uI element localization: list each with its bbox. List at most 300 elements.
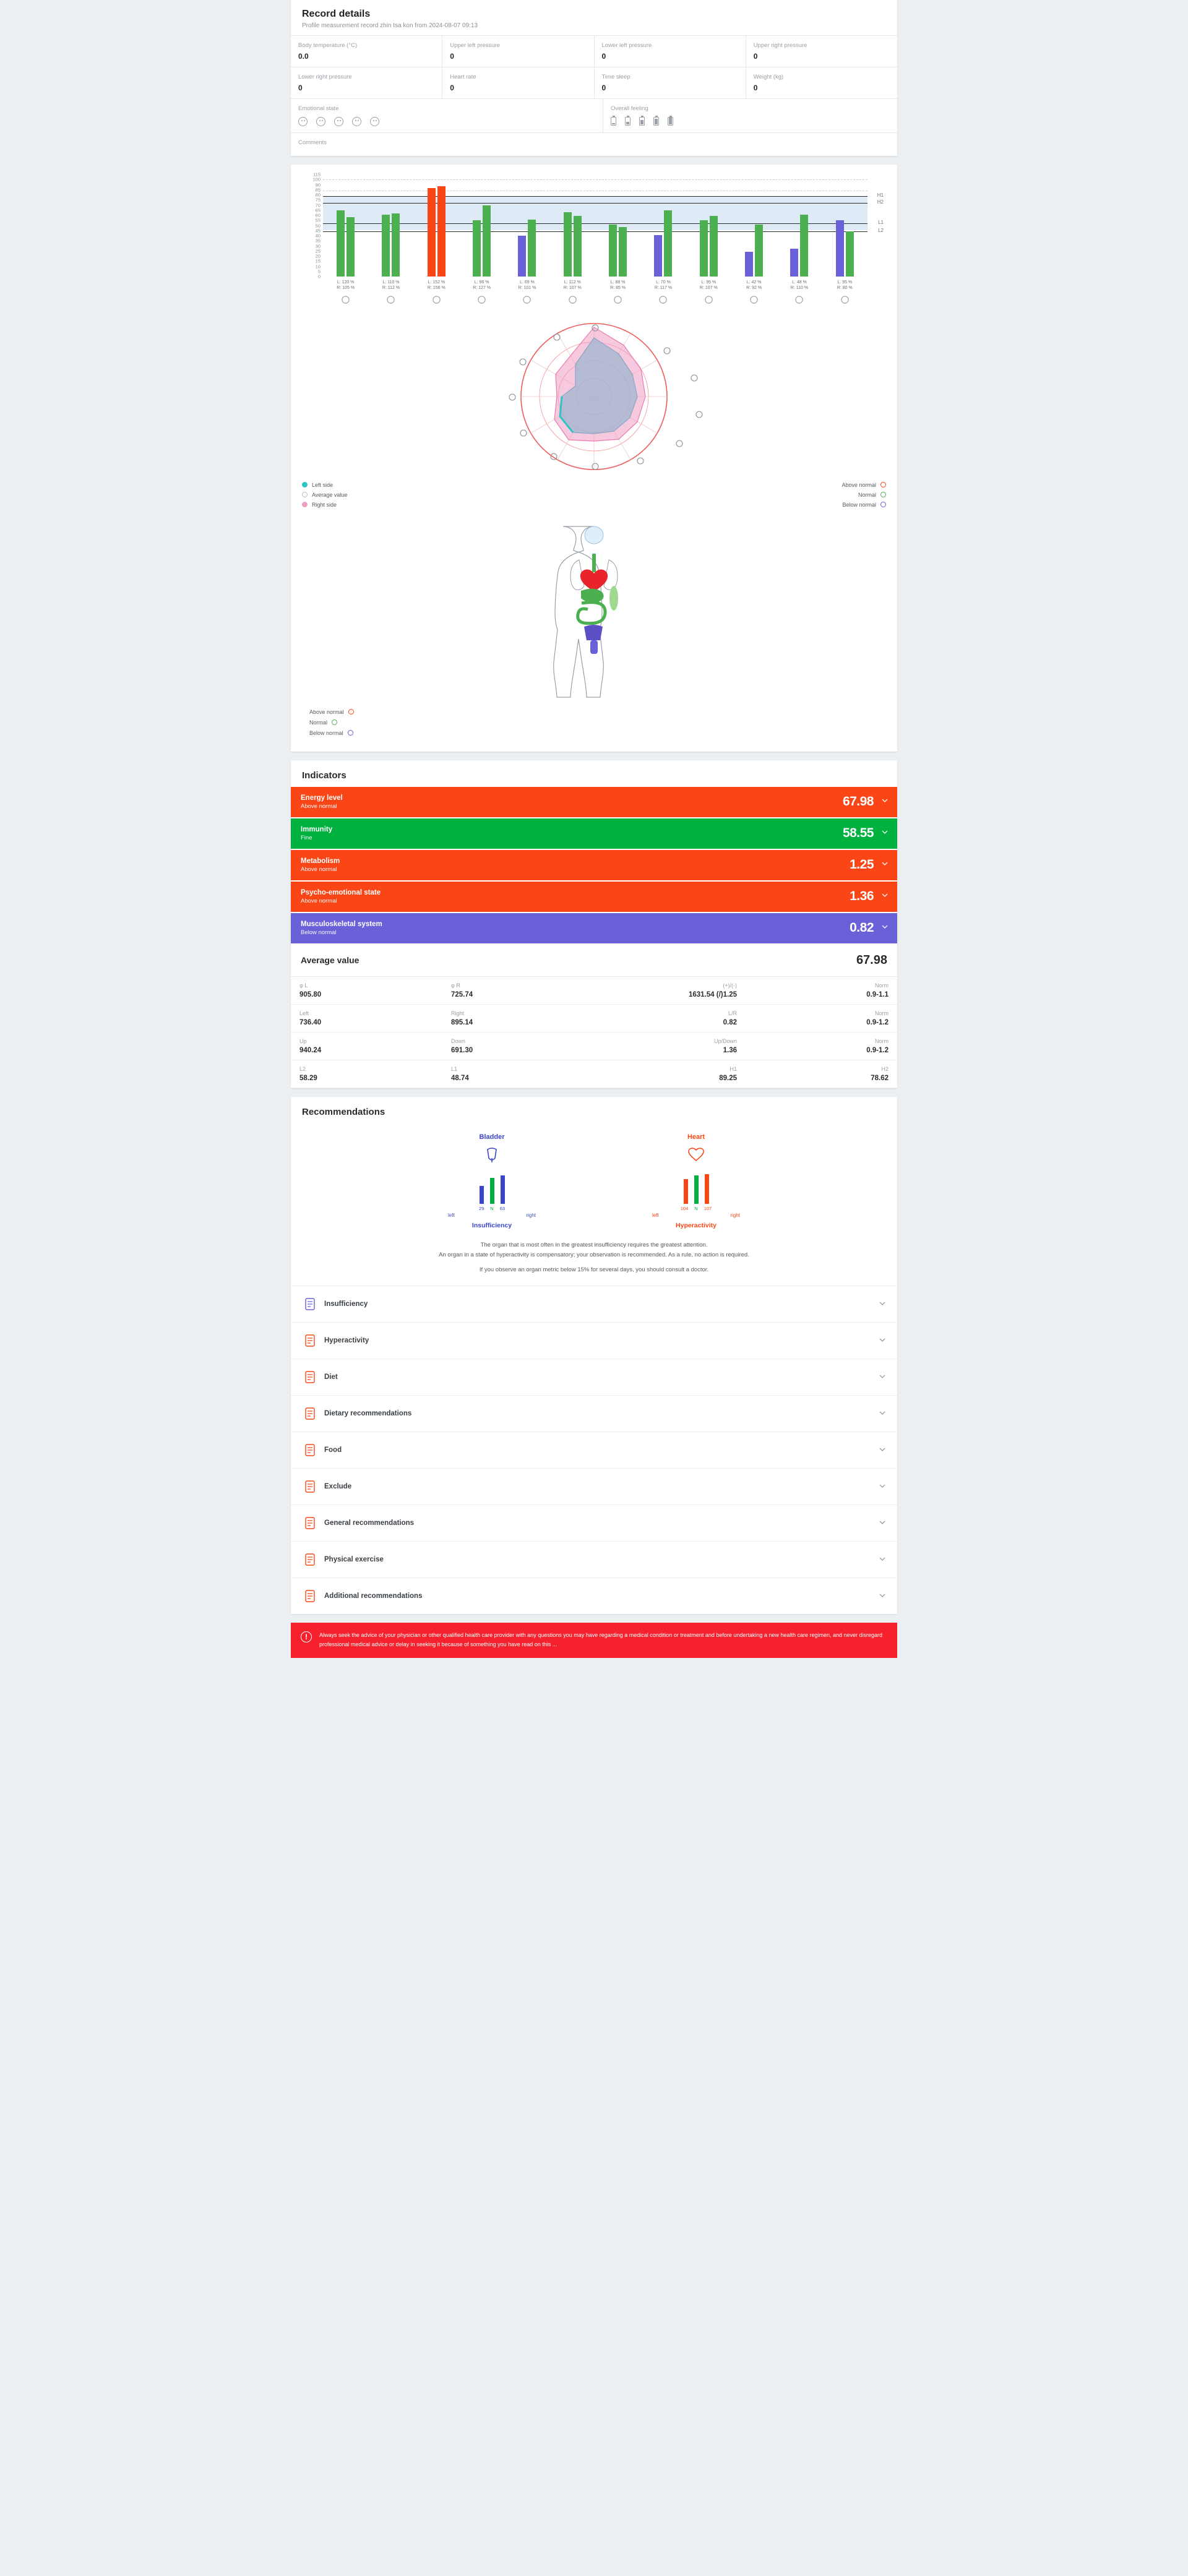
spleen-icon — [609, 586, 618, 611]
bladder-bar-labels — [439, 1206, 544, 1211]
organ-status-tag: Insufficiency — [471, 1221, 512, 1229]
indicator-value: 67.98 — [842, 794, 874, 809]
chevron-down-icon[interactable] — [879, 1519, 886, 1528]
cell-value: 0.9-1.2 — [866, 1046, 889, 1054]
chevron-down-icon[interactable] — [881, 922, 889, 934]
x-axis-label: L: 152 % R: 156 % — [427, 280, 446, 291]
indicator-name: Energy level — [301, 794, 343, 802]
page-title: Record details — [302, 9, 371, 19]
emotional-state-options — [298, 117, 595, 126]
bar-right — [800, 215, 808, 277]
y-tick: 100 — [312, 176, 321, 182]
field-label: Body temperature (°C) — [298, 42, 358, 49]
chevron-down-icon[interactable] — [879, 1409, 886, 1419]
field-value: 0 — [753, 84, 758, 92]
cell-label: Up — [299, 1037, 307, 1044]
cell-value: 0.9-1.2 — [866, 1018, 889, 1026]
recommendation-note — [302, 1240, 886, 1260]
kidney-icon — [520, 430, 527, 436]
accordion-label: General recommendations — [324, 1519, 415, 1527]
table-row — [291, 1060, 897, 1088]
cell-value: 725.74 — [451, 990, 473, 998]
table-cell — [442, 977, 594, 1004]
bar-chart-organ-icons — [323, 295, 867, 308]
legend-status — [842, 482, 886, 512]
indicator-text — [301, 921, 850, 936]
indicator-text — [301, 826, 843, 841]
chevron-down-icon[interactable] — [879, 1373, 886, 1382]
legend-label: Normal — [309, 719, 328, 726]
emoji-very-happy-icon[interactable] — [298, 117, 308, 126]
cell-value: 78.62 — [871, 1074, 889, 1082]
bar-group[interactable] — [777, 215, 822, 277]
indicator-status: Fine — [301, 834, 312, 841]
chevron-down-icon[interactable] — [881, 859, 889, 870]
bar-left — [480, 1186, 484, 1204]
stomach-icon — [696, 411, 702, 418]
radar-chart — [291, 316, 897, 479]
emoji-neutral-icon[interactable] — [334, 117, 343, 126]
ref-label-h2: H2 — [877, 199, 884, 205]
bar-right — [483, 205, 491, 277]
y-tick: 55 — [315, 217, 321, 223]
cell-value: 58.29 — [299, 1074, 317, 1082]
triple-heater-icon — [520, 359, 526, 365]
bar-group[interactable] — [459, 205, 504, 277]
legend-swatch — [332, 719, 337, 725]
bladder-mini-chart — [439, 1167, 544, 1204]
legend-swatch — [880, 482, 886, 487]
legend-item-right-side — [302, 502, 347, 508]
bar-right — [705, 1174, 709, 1204]
field-value: 0 — [601, 84, 606, 92]
accordion-label: Hyperactivity — [324, 1337, 369, 1345]
overall-feeling-group — [603, 99, 897, 132]
bar-right — [574, 216, 582, 277]
indicator-row-psycho-emotional-state[interactable] — [291, 882, 897, 912]
comments-field[interactable] — [291, 132, 897, 156]
organ-card-bladder — [439, 1133, 544, 1229]
indicator-row-metabolism[interactable] — [291, 850, 897, 880]
lung-icon — [664, 348, 670, 354]
x-axis-label: L: 70 % R: 117 % — [654, 280, 673, 291]
indicator-name: Musculoskeletal system — [301, 920, 382, 928]
table-cell — [746, 1060, 897, 1088]
bar-group[interactable] — [368, 213, 413, 277]
field-time-sleep — [595, 67, 746, 98]
indicator-status: Above normal — [301, 897, 337, 904]
cell-label: Left — [299, 1010, 309, 1016]
accordion-additional-recommendations[interactable] — [291, 1578, 897, 1614]
emoji-sad-icon[interactable] — [352, 117, 361, 126]
record-fields-row-2 — [291, 67, 897, 98]
intestine-icon[interactable] — [595, 295, 640, 304]
x-axis-label: L: 96 % R: 127 % — [473, 280, 491, 291]
record-fields-row-1 — [291, 35, 897, 67]
field-value: 0 — [298, 84, 303, 92]
emoji-happy-icon[interactable] — [316, 117, 325, 126]
field-upper-left-pressure — [442, 36, 594, 67]
legend-item-left-side — [302, 482, 347, 488]
cell-label: φ R — [451, 982, 460, 989]
chevron-down-icon[interactable] — [879, 1592, 886, 1601]
x-axis-label: L: 88 % R: 85 % — [610, 280, 626, 291]
chevron-down-icon[interactable] — [881, 796, 889, 807]
bar-left — [382, 215, 390, 277]
spleen-icon[interactable] — [731, 295, 777, 304]
accordion-food[interactable] — [291, 1432, 897, 1468]
indicators-card — [291, 760, 897, 1088]
accordion-exclude[interactable] — [291, 1468, 897, 1505]
body-legend-below-normal — [309, 730, 886, 736]
report-page — [291, 0, 897, 1658]
emotional-feeling-row — [291, 98, 897, 132]
bar-left — [428, 188, 436, 277]
gallbladder-icon[interactable] — [504, 295, 549, 304]
disclaimer-text: Always seek the advice of your physician or other qualified health care provider with any questions you may have regarding a medical condition or treatment and before undertaking a new health care regimen, and never disregard professional medical advice or delay in seeking it because of something you have read on this ... — [319, 1632, 883, 1648]
y-tick: 85 — [315, 187, 321, 193]
accordion-label: Diet — [324, 1373, 338, 1381]
accordion-list — [291, 1286, 897, 1614]
indicator-status: Below normal — [301, 929, 337, 936]
accordion-diet[interactable] — [291, 1359, 897, 1395]
heart-icon — [644, 1146, 749, 1167]
overall-feeling-options — [611, 117, 890, 126]
heart-icon — [637, 458, 644, 464]
bar-group[interactable] — [323, 210, 368, 277]
chevron-down-icon[interactable] — [879, 1555, 886, 1565]
body-map-svg — [520, 522, 668, 701]
accordion-physical-exercise[interactable] — [291, 1541, 897, 1578]
indicator-value: 0.82 — [850, 921, 874, 935]
organ-summary — [302, 1133, 886, 1229]
medical-disclaimer — [291, 1623, 897, 1658]
body-legend-normal — [309, 719, 886, 726]
heart-icon — [302, 1333, 318, 1349]
bar-left — [790, 249, 798, 277]
bar-left — [564, 212, 572, 277]
chevron-down-icon[interactable] — [879, 1300, 886, 1309]
cell-value: 691.30 — [451, 1046, 473, 1054]
bar-group[interactable] — [550, 212, 595, 277]
cell-label: Norm — [875, 1010, 889, 1016]
chevron-down-icon[interactable] — [879, 1482, 886, 1492]
heart-mini-chart — [644, 1167, 749, 1204]
organ-bar-chart — [291, 165, 897, 312]
y-tick: 45 — [315, 228, 321, 234]
recommendations-body — [291, 1123, 897, 1286]
ref-label-l2: L2 — [878, 228, 884, 233]
table-cell — [291, 977, 442, 1004]
bar-right — [346, 217, 355, 277]
legend-swatch — [348, 730, 353, 736]
radar-legend — [291, 479, 897, 522]
bar-right — [619, 227, 627, 277]
field-body-temperature — [291, 36, 442, 67]
bar-group[interactable] — [640, 210, 686, 277]
field-label: Weight (kg) — [753, 74, 784, 80]
ref-label-h1: H1 — [877, 192, 884, 198]
briefcase-icon — [302, 1588, 318, 1604]
x-axis-label: L: 120 % R: 105 % — [337, 280, 355, 291]
cell-value: 736.40 — [299, 1018, 322, 1026]
bar-norm-label: N — [490, 1205, 494, 1211]
cutlery-icon — [302, 1369, 318, 1385]
legend-item-average-value — [302, 492, 347, 498]
indicator-row-energy-level[interactable] — [291, 787, 897, 817]
bar-right-label: 63 — [499, 1205, 506, 1211]
indicator-name: Metabolism — [301, 857, 340, 865]
legend-swatch — [302, 502, 308, 507]
x-axis-label: L: 110 % R: 112 % — [382, 280, 400, 291]
cell-label: L/R — [728, 1010, 737, 1016]
note-line-2: An organ in a state of hyperactivity is compensatory; your observation is recommended. As a rule, no action is required. — [439, 1252, 749, 1259]
accordion-dietary-recommendations[interactable] — [291, 1395, 897, 1432]
indicator-status: Above normal — [301, 802, 337, 810]
bar-chart-x-labels — [323, 280, 867, 291]
indicator-name: Psycho-emotional state — [301, 888, 381, 896]
trachea-icon — [592, 554, 596, 572]
organ-name: Heart — [687, 1133, 705, 1141]
bar-norm — [694, 1175, 699, 1204]
bar-left — [684, 1179, 688, 1204]
cell-value: 89.25 — [719, 1074, 737, 1082]
field-value: 0.0 — [298, 52, 309, 61]
bar-right-label: 107 — [704, 1205, 712, 1211]
cell-value: 1.36 — [723, 1046, 737, 1054]
bar-right — [501, 1175, 505, 1204]
cell-label: Norm — [875, 1037, 889, 1044]
accordion-insufficiency[interactable] — [291, 1286, 897, 1322]
bladder-side-labels — [448, 1213, 536, 1218]
kidney-icon[interactable] — [640, 295, 686, 304]
y-tick: 20 — [315, 253, 321, 259]
bar-left — [836, 220, 844, 277]
bar-group[interactable] — [822, 220, 867, 277]
chevron-down-icon[interactable] — [879, 1446, 886, 1455]
battery-full-icon[interactable] — [668, 117, 673, 126]
y-tick: 90 — [315, 182, 321, 187]
bladder-icon — [302, 1296, 318, 1312]
right-label: right — [526, 1212, 536, 1218]
bar-right — [710, 216, 718, 277]
y-tick: 25 — [315, 248, 321, 254]
field-value: 0 — [601, 52, 606, 61]
cell-label: (+)/(-) — [723, 982, 737, 989]
legend-swatch — [880, 502, 886, 507]
note-line-1: The organ that is most often in the greatest insufficiency requires the greatest attention. — [480, 1241, 708, 1248]
cell-label: Up/Down — [713, 1037, 737, 1044]
average-value-row — [291, 945, 897, 977]
x-axis-label: L: 112 % R: 107 % — [563, 280, 582, 291]
field-heart-rate — [442, 67, 594, 98]
ref-label-l1: L1 — [878, 220, 884, 225]
legend-label: Average value — [312, 491, 348, 498]
bar-group[interactable] — [595, 225, 640, 277]
bar-right — [528, 220, 536, 277]
bar-left — [700, 220, 708, 277]
cell-value: 0.9-1.1 — [866, 990, 889, 998]
bar-left — [518, 236, 526, 277]
pelvis-icon — [590, 640, 598, 654]
cell-value: 895.14 — [451, 1018, 473, 1026]
field-upper-right-pressure — [746, 36, 897, 67]
record-details-card — [291, 0, 897, 156]
cell-label: H2 — [881, 1065, 889, 1072]
organ-card-heart — [644, 1133, 749, 1229]
recommendations-card — [291, 1097, 897, 1614]
bar-group[interactable] — [414, 186, 459, 277]
y-tick: 15 — [315, 258, 321, 264]
bar-group[interactable] — [731, 225, 777, 277]
y-tick: 75 — [315, 197, 321, 203]
bar-norm — [490, 1178, 494, 1204]
note-icon — [302, 1406, 318, 1422]
bar-group[interactable] — [686, 216, 731, 277]
lung-icon[interactable] — [323, 295, 368, 304]
bar-left — [473, 220, 481, 277]
field-weight — [746, 67, 897, 98]
legend-swatch — [880, 492, 886, 497]
y-tick: 30 — [315, 243, 321, 249]
indicator-row-musculoskeletal-system[interactable] — [291, 913, 897, 943]
average-value-label: Average value — [301, 955, 359, 966]
legend-sides — [302, 482, 347, 512]
average-value-number: 67.98 — [856, 953, 887, 967]
bar-chart-plot — [312, 171, 884, 280]
field-value: 0 — [450, 84, 454, 92]
x-axis-label: L: 42 % R: 92 % — [746, 280, 762, 291]
legend-swatch — [302, 482, 308, 487]
legend-label: Below normal — [842, 501, 876, 508]
bar-left — [337, 210, 345, 277]
accordion-label: Food — [324, 1446, 342, 1454]
field-label: Time sleep — [601, 74, 631, 80]
cell-label: L2 — [299, 1065, 306, 1072]
x-axis-label: L: 69 % R: 101 % — [518, 280, 536, 291]
body-legend-above-normal — [309, 709, 886, 715]
bar-right — [392, 213, 400, 277]
accordion-general-recommendations[interactable] — [291, 1505, 897, 1541]
accordion-label: Physical exercise — [324, 1556, 384, 1564]
legend-label: Above normal — [309, 708, 344, 715]
liver-icon[interactable] — [368, 295, 413, 304]
chevron-down-icon[interactable] — [881, 828, 889, 839]
legend-label: Normal — [858, 491, 876, 498]
indicator-name: Immunity — [301, 825, 333, 833]
pericardium-icon — [509, 394, 515, 400]
table-cell — [594, 1005, 746, 1032]
table-row — [291, 1033, 897, 1060]
stomach-icon[interactable] — [459, 295, 504, 304]
emotional-state-label: Emotional state — [298, 105, 339, 112]
body-map-legend — [291, 706, 897, 752]
field-value: 0 — [450, 52, 454, 61]
field-value: 0 — [753, 52, 758, 61]
organ-status-tag: Hyperactivity — [676, 1221, 717, 1229]
bladder-icon[interactable] — [686, 295, 731, 304]
indicators-list — [291, 787, 897, 943]
bar-series — [323, 174, 867, 277]
cell-label: H1 — [730, 1065, 737, 1072]
field-label: Lower right pressure — [298, 74, 352, 80]
y-tick: 70 — [315, 202, 321, 208]
thyroid-icon[interactable] — [777, 295, 822, 304]
emotional-state-group — [291, 99, 603, 132]
table-cell — [442, 1005, 594, 1032]
bar-left — [609, 225, 617, 277]
brain-icon — [585, 526, 603, 544]
heart-icon[interactable] — [414, 295, 459, 304]
cell-label: φ L — [299, 982, 308, 989]
field-label: Upper right pressure — [753, 42, 807, 49]
battery-empty-icon[interactable] — [611, 117, 616, 126]
y-tick: 5 — [317, 268, 321, 275]
legend-item-above-normal — [842, 482, 886, 488]
record-details-header — [291, 0, 897, 35]
table-cell — [746, 1033, 897, 1060]
bar-group[interactable] — [504, 220, 549, 277]
indicator-value: 1.25 — [850, 857, 874, 872]
recommendations-title: Recommendations — [302, 1106, 385, 1117]
bar-left-label: 104 — [680, 1205, 689, 1211]
chevron-down-icon[interactable] — [879, 1336, 886, 1346]
uterus-icon[interactable] — [822, 295, 867, 304]
indicator-status: Above normal — [301, 865, 337, 873]
comments-label: Comments — [298, 139, 327, 146]
y-tick: 60 — [315, 212, 321, 218]
indicator-row-immunity[interactable] — [291, 818, 897, 849]
spleen-icon — [676, 440, 682, 447]
food-icon — [302, 1442, 318, 1458]
legend-label: Left side — [312, 481, 334, 488]
table-row — [291, 1005, 897, 1033]
gallbladder-icon — [554, 334, 560, 340]
battery-mid-icon[interactable] — [639, 117, 645, 126]
y-tick: 40 — [315, 233, 321, 239]
charts-card — [291, 165, 897, 752]
indicator-text — [301, 889, 850, 904]
legend-item-below-normal — [842, 502, 886, 508]
note-line-3: If you observe an organ metric below 15% for several days, you should consult a doctor. — [479, 1266, 709, 1274]
accordion-label: Dietary recommendations — [324, 1410, 412, 1418]
colon-icon — [691, 375, 697, 381]
bar-right — [755, 225, 763, 277]
chevron-down-icon[interactable] — [881, 891, 889, 902]
left-label: left — [448, 1212, 455, 1218]
field-label: Upper left pressure — [450, 42, 501, 49]
accordion-hyperactivity[interactable] — [291, 1322, 897, 1359]
exclude-icon — [302, 1479, 318, 1495]
indicator-value: 58.55 — [842, 826, 874, 841]
table-cell — [746, 977, 897, 1004]
table-cell — [594, 977, 746, 1004]
emoji-very-sad-icon[interactable] — [370, 117, 379, 126]
legend-label: Below normal — [309, 729, 343, 736]
indicator-text — [301, 857, 850, 873]
indicator-text — [301, 794, 843, 810]
y-tick: 65 — [315, 207, 321, 213]
y-tick: 115 — [313, 171, 321, 178]
legend-swatch — [302, 492, 308, 497]
x-axis-label: L: 48 % R: 110 % — [790, 280, 809, 291]
battery-low-icon[interactable] — [625, 117, 631, 126]
y-tick: 10 — [315, 264, 321, 269]
organ-name: Bladder — [479, 1133, 505, 1141]
pancreas-icon[interactable] — [550, 295, 595, 304]
legend-label: Right side — [312, 501, 337, 508]
battery-high-icon[interactable] — [653, 117, 659, 126]
